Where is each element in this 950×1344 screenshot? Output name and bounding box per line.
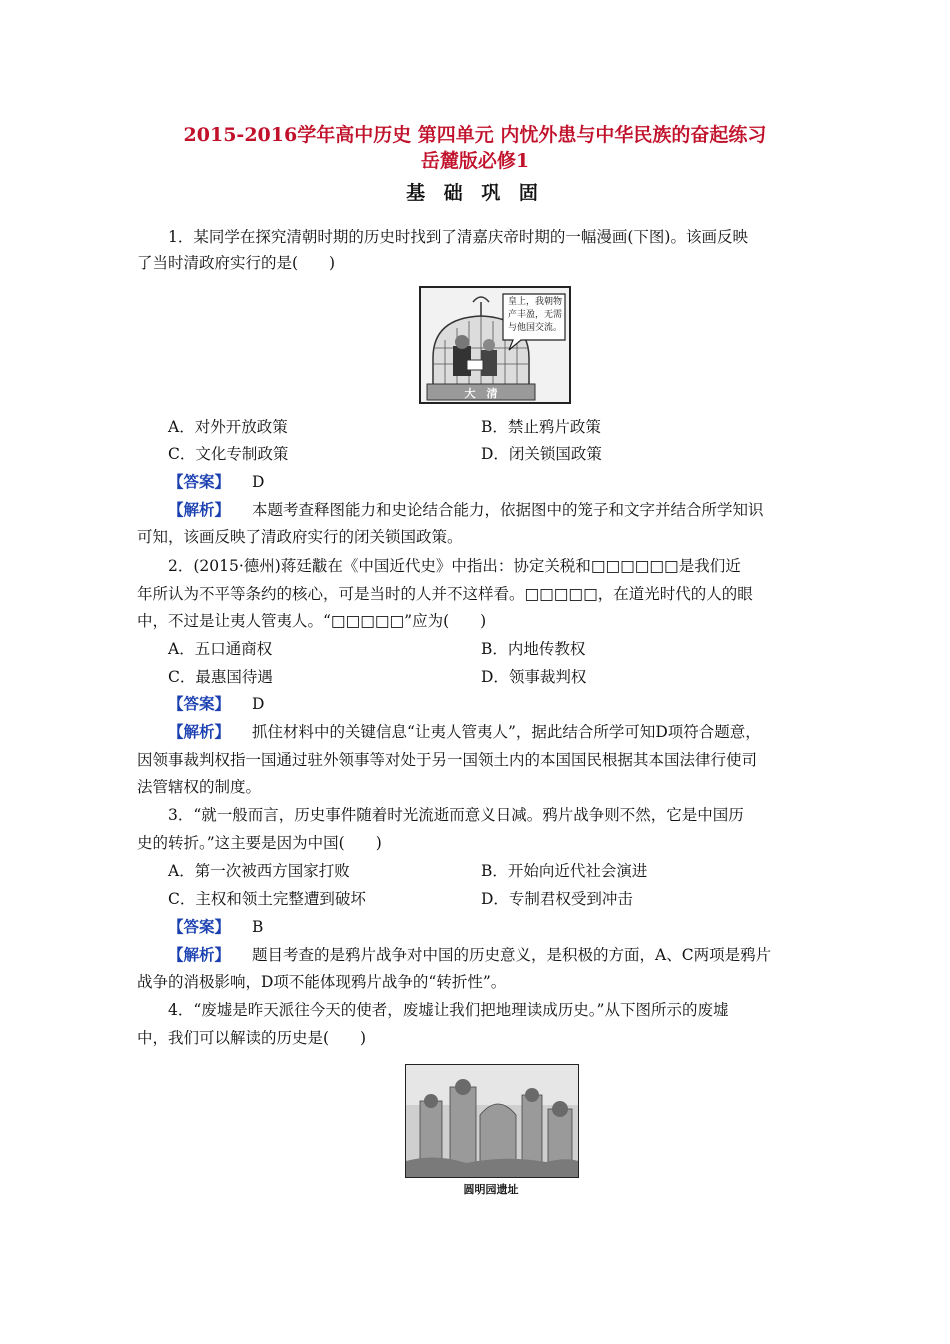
bubble-line-3: 与他国交流。 [507,323,562,333]
answer-value: B [252,918,264,936]
q3-option-c: C．主权和领土完整遭到破坏 [168,890,366,908]
q3-stem-line2: 史的转折。”这主要是因为中国( ) [137,834,382,852]
q1-option-c: C．文化专制政策 [168,445,289,463]
ruins-photo [405,1064,579,1178]
q2-option-c: C．最惠国待遇 [168,668,273,686]
q2-stem-line3: 中，不过是让夷人管夷人。“□□□□□”应为( ) [137,612,487,630]
q4-stem-line1: 4．“废墟是昨天派往今天的使者，废墟让我们把地理读成历史。”从下图所示的废墟 [168,1001,729,1019]
doc-title-line2: 岳麓版必修1 [420,150,530,172]
q2-analysis-line3: 法管辖权的制度。 [137,778,262,796]
q3-answer-row [168,916,263,938]
answer-tag: 【答案】 [168,472,231,491]
analysis-tag: 【解析】 [168,722,231,741]
q1-option-b: B．禁止鸦片政策 [481,418,601,436]
cartoon-banner: 大 清 [464,387,498,400]
answer-value: D [252,695,265,713]
q2-analysis-line2: 因领事裁判权指一国通过驻外领事等对处于另一国领土内的本国国民根据其本国法律行使司 [137,751,758,769]
analysis-tag: 【解析】 [168,945,231,964]
answer-tag: 【答案】 [168,917,231,936]
section-heading: 基 础 巩 固 [406,182,544,204]
q3-option-a: A．第一次被西方国家打败 [168,862,350,880]
bubble-line-1: 皇上，我朝物 [507,297,562,307]
analysis-tag: 【解析】 [168,500,231,519]
doc-title-line1: 2015-2016学年高中历史 第四单元 内忧外患与中华民族的奋起练习 [183,124,767,146]
q4-stem-line2: 中，我们可以解读的历史是( ) [137,1029,367,1047]
q1-analysis-line1 [168,499,764,521]
q3-analysis-line2: 战争的消极影响，D项不能体现鸦片战争的“转折性”。 [137,973,507,991]
q2-analysis-line1 [168,721,761,743]
q3-stem-line1: 3．“就一般而言，历史事件随着时光流逝而意义日减。鸦片战争则不然，它是中国历 [168,806,744,824]
q3-analysis-line1 [168,944,771,966]
q2-stem-line2: 年所认为不平等条约的核心，可是当时的人并不这样看。□□□□□，在道光时代的人的眼 [137,585,753,603]
cartoon-speech-bubble [505,296,565,335]
q1-analysis-line2: 可知，该画反映了清政府实行的闭关锁国政策。 [137,528,463,546]
q2-stem-line1: 2．(2015·德州)蒋廷黻在《中国近代史》中指出：协定关税和□□□□□□是我们近 [168,557,741,575]
q3-option-b: B．开始向近代社会演进 [481,862,648,880]
q1-answer-row [168,471,264,493]
answer-value: D [252,473,265,491]
q1-stem-line2: 了当时清政府实行的是( ) [137,254,336,272]
q2-option-d: D．领事裁判权 [481,668,587,686]
q2-answer-row [168,693,264,715]
q3-option-d: D．专制君权受到冲击 [481,890,633,908]
analysis-text: 题目考查的是鸦片战争对中国的历史意义，是积极的方面，A、C两项是鸦片 [252,946,772,964]
cartoon-image [419,286,571,404]
ruins-caption: 圆明园遗址 [463,1183,519,1196]
q1-option-d: D．闭关锁国政策 [481,445,602,463]
q1-stem-line1: 1．某同学在探究清朝时期的历史时找到了清嘉庆帝时期的一幅漫画(下图)。该画反映 [168,228,748,246]
bubble-line-2: 产丰盈，无需 [507,310,562,320]
q1-option-a: A．对外开放政策 [168,418,288,436]
q2-option-a: A．五口通商权 [168,640,273,658]
analysis-text: 抓住材料中的关键信息“让夷人管夷人”，据此结合所学可知D项符合题意， [252,723,761,741]
ruins-drawing [406,1065,578,1177]
analysis-text: 本题考查释图能力和史论结合能力，依据图中的笼子和文字并结合所学知识 [252,501,764,519]
q2-option-b: B．内地传教权 [481,640,586,658]
answer-tag: 【答案】 [168,694,231,713]
